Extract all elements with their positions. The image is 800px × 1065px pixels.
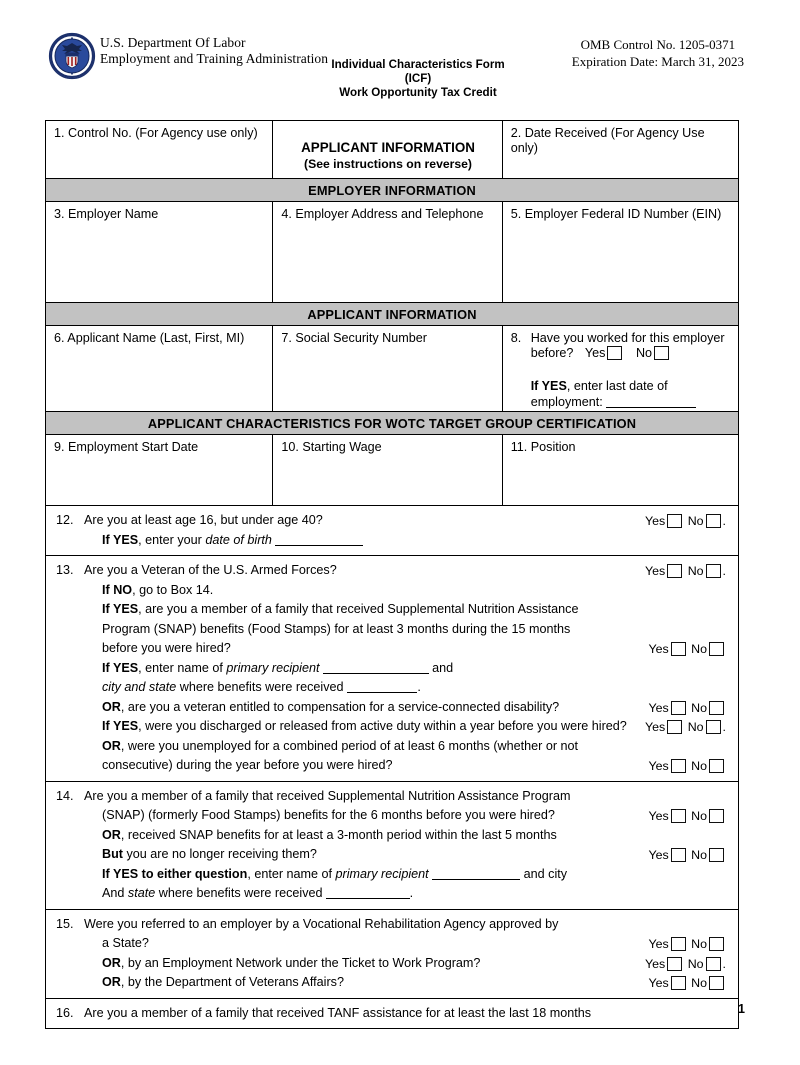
static-text: consecutive) during the year before you were hired?	[102, 758, 393, 772]
trailing-punctuation: .	[722, 720, 726, 734]
static-text: , go to Box 14.	[132, 582, 214, 597]
checkbox-yes[interactable]	[671, 701, 686, 715]
input-blank-line[interactable]	[275, 532, 363, 546]
field-social-security-number[interactable]	[273, 326, 502, 411]
label-yes: Yes	[648, 976, 669, 990]
italic-text: primary recipient	[335, 866, 429, 881]
static-text: and	[428, 660, 454, 675]
form-title-line-1: Individual Characteristics Form (ICF)	[331, 58, 505, 85]
label-no: No	[687, 848, 707, 862]
field-date-received[interactable]	[503, 121, 738, 178]
emphasis-text: If YES	[102, 660, 139, 675]
question-line	[84, 561, 730, 581]
static-text: , were you unemployed for a combined period of at least 6 months (whether or not	[120, 738, 579, 753]
checkbox-yes[interactable]	[671, 642, 686, 656]
question-line	[84, 639, 730, 659]
checkbox-yes[interactable]	[667, 957, 682, 971]
label-no: No	[687, 700, 707, 715]
label-box8-number: 8.	[510, 331, 522, 345]
checkbox-no[interactable]	[709, 642, 724, 656]
static-text: , by an Employment Network under the Ticket to Work Program?	[120, 955, 481, 970]
question-line	[84, 884, 730, 904]
form-title-line-2: Work Opportunity Tax Credit	[339, 86, 497, 99]
static-text: , enter name of	[247, 866, 336, 881]
agency-line-department: U.S. Department Of Labor	[100, 35, 246, 50]
band-applicant-characteristics: APPLICANT CHARACTERISTICS FOR WOTC TARGET GROUP CERTIFICATION	[46, 411, 738, 435]
agency-name-block	[100, 35, 328, 67]
omb-expiration-date: Expiration Date: March 31, 2023	[571, 54, 744, 69]
question-number: 16.	[56, 1005, 74, 1020]
agency-line-administration: Employment and Training Administration	[100, 51, 329, 66]
italic-text: state	[127, 886, 156, 900]
page-number: 1	[738, 1002, 745, 1016]
static-text: .	[417, 680, 421, 694]
trailing-punctuation: .	[722, 564, 726, 578]
label-date-received: 2. Date Received (For Agency Use only)	[510, 126, 705, 155]
input-blank-line[interactable]	[323, 660, 429, 674]
field-employer-name[interactable]	[46, 202, 273, 302]
label-applicant-name: 6. Applicant Name (Last, First, MI)	[54, 331, 245, 345]
label-yes: Yes	[645, 956, 666, 971]
question-number: 12.	[56, 513, 74, 527]
static-text: (SNAP) (formerly Food Stamps) benefits for the 6 months before you were hired?	[102, 808, 555, 822]
emphasis-text: OR	[102, 955, 121, 970]
checkbox-yes[interactable]	[671, 809, 686, 823]
question-line	[84, 531, 730, 551]
checkbox-no[interactable]	[706, 514, 721, 528]
label-yes: Yes	[645, 514, 666, 528]
input-blank-line[interactable]	[432, 866, 520, 880]
question-line	[84, 620, 730, 640]
static-text: Program (SNAP) benefits (Food Stamps) for at least 3 months during the 15 months	[102, 621, 571, 636]
question-number: 14.	[56, 788, 74, 803]
label-yes: Yes	[645, 564, 666, 578]
static-text: you are no longer receiving them?	[122, 847, 317, 861]
field-employer-ein[interactable]	[503, 202, 738, 302]
applicant-information-heading: APPLICANT INFORMATION	[301, 140, 475, 155]
row-applicant-fields	[46, 326, 738, 411]
yes-no-checkbox-group	[648, 974, 726, 994]
static-text: a State?	[102, 936, 149, 950]
static-text: , are you a member of a family that received Supplemental Nutrition Assistance	[138, 602, 579, 616]
checkbox-yes[interactable]	[671, 937, 686, 951]
static-text: , are you a veteran entitled to compensation for a service-connected disability?	[120, 699, 560, 714]
question-body	[56, 1004, 730, 1024]
emphasis-text: If YES	[102, 602, 139, 616]
label-no: No	[687, 937, 707, 951]
checkbox-no[interactable]	[709, 759, 724, 773]
label-box8-no: No	[635, 346, 653, 360]
label-control-number: 1. Control No. (For Agency use only)	[54, 126, 258, 140]
static-text: Are you at least age 16, but under age 40?	[84, 513, 323, 527]
question-line	[84, 600, 730, 620]
field-worked-before[interactable]	[503, 326, 738, 411]
trailing-punctuation: .	[722, 956, 726, 971]
emphasis-text: But	[102, 847, 123, 861]
label-no: No	[684, 514, 704, 528]
static-text: , enter name of	[138, 660, 227, 675]
yes-no-checkbox-group	[648, 699, 726, 719]
italic-text: date of birth	[205, 532, 272, 547]
form-title	[318, 58, 518, 100]
row-characteristics-fields	[46, 435, 738, 506]
field-position[interactable]	[503, 435, 738, 505]
checkbox-yes[interactable]	[671, 976, 686, 990]
question-line	[84, 717, 730, 737]
static-text: And	[102, 886, 128, 900]
label-no: No	[684, 956, 704, 971]
yes-no-checkbox-group	[648, 757, 726, 777]
page-header	[0, 30, 800, 99]
emphasis-text: OR	[102, 975, 121, 989]
label-yes: Yes	[648, 848, 669, 862]
question-line	[84, 845, 730, 865]
question-body	[56, 787, 730, 904]
checkbox-no[interactable]	[709, 701, 724, 715]
yes-no-checkbox-group	[648, 640, 726, 660]
emphasis-text: If NO	[102, 582, 133, 597]
checkbox-yes[interactable]	[671, 759, 686, 773]
question-line	[84, 678, 730, 698]
static-text: , enter your	[138, 532, 206, 547]
checkbox-no[interactable]	[709, 809, 724, 823]
input-blank-line[interactable]	[326, 885, 410, 899]
question-number: 13.	[56, 563, 74, 577]
emphasis-text: If YES	[102, 719, 139, 733]
omb-control-number: OMB Control No. 1205-0371	[580, 37, 736, 52]
label-yes: Yes	[648, 642, 669, 656]
static-text: where benefits were received	[155, 886, 327, 900]
label-employer-name: 3. Employer Name	[54, 207, 159, 221]
band-applicant-information: APPLICANT INFORMATION	[46, 302, 738, 326]
checkbox-yes[interactable]	[667, 564, 682, 578]
dol-seal-icon	[48, 32, 96, 80]
checkbox-no[interactable]	[706, 720, 721, 734]
question-line	[84, 915, 730, 935]
label-no: No	[687, 809, 707, 823]
field-employer-address[interactable]	[273, 202, 502, 302]
band-employer-information: EMPLOYER INFORMATION	[46, 178, 738, 202]
applicant-information-subheading: (See instructions on reverse)	[304, 157, 472, 171]
emphasis-text: OR	[102, 699, 121, 714]
yes-no-checkbox-group	[648, 935, 726, 955]
question-line	[84, 826, 730, 846]
italic-text: primary recipient	[226, 660, 320, 675]
label-position: 11. Position	[510, 440, 576, 454]
label-worked-before-line1: Have you worked for this employer	[530, 331, 725, 345]
emphasis-text: If YES to either question	[102, 866, 248, 881]
italic-text: city and state	[102, 680, 177, 694]
label-yes: Yes	[648, 700, 669, 715]
question-14	[46, 782, 738, 910]
row-employer-fields	[46, 202, 738, 302]
question-body	[56, 561, 730, 776]
label-no: No	[684, 564, 704, 578]
question-line	[84, 659, 730, 679]
question-line	[84, 973, 730, 993]
checkbox-no[interactable]	[706, 957, 721, 971]
question-line	[84, 865, 730, 885]
question-body	[56, 511, 730, 550]
checkbox-yes[interactable]	[671, 848, 686, 862]
question-line	[84, 934, 730, 954]
question-body	[56, 915, 730, 993]
label-box8-ifyes-bold: If YES	[530, 379, 567, 393]
label-box8-ifyes-rest: , enter last date of	[566, 379, 668, 393]
label-no: No	[687, 976, 707, 990]
static-text: , were you discharged or released from active duty within a year before you were hired?	[138, 719, 627, 733]
trailing-punctuation: .	[722, 514, 726, 528]
question-line	[84, 787, 730, 807]
input-last-employment-date[interactable]	[606, 394, 696, 408]
label-yes: Yes	[645, 720, 666, 734]
question-16	[46, 999, 738, 1029]
static-text: where benefits were received	[176, 680, 348, 694]
static-text: Are you a member of a family that received TANF assistance for at least the last 18 months	[84, 1005, 592, 1020]
label-starting-wage: 10. Starting Wage	[281, 440, 382, 454]
static-text: and city	[520, 866, 568, 881]
question-12	[46, 506, 738, 556]
label-yes: Yes	[648, 937, 669, 951]
label-yes: Yes	[648, 759, 669, 773]
label-employer-address: 4. Employer Address and Telephone	[281, 207, 484, 221]
applicant-information-title	[273, 121, 502, 178]
yes-no-checkbox-group	[648, 807, 726, 827]
form-page	[0, 30, 800, 1065]
emphasis-text: If YES	[102, 532, 139, 547]
checkbox-worked-before-yes[interactable]	[607, 346, 622, 360]
yes-no-checkbox-group	[648, 846, 726, 866]
question-line	[84, 806, 730, 826]
field-control-number[interactable]	[46, 121, 273, 178]
question-line	[84, 581, 730, 601]
form-table	[45, 120, 739, 1029]
question-line	[84, 698, 730, 718]
yes-no-checkbox-group	[645, 562, 726, 582]
field-applicant-name[interactable]	[46, 326, 273, 411]
question-line	[84, 1004, 730, 1024]
static-text: before you were hired?	[102, 641, 231, 655]
label-no: No	[687, 642, 707, 656]
checkbox-yes[interactable]	[667, 720, 682, 734]
checkbox-no[interactable]	[709, 848, 724, 862]
static-text: Are you a Veteran of the U.S. Armed Forces?	[84, 563, 337, 577]
field-starting-wage[interactable]	[273, 435, 502, 505]
questions-container	[46, 506, 738, 1028]
question-line	[84, 511, 730, 531]
omb-block	[572, 36, 744, 70]
question-number: 15.	[56, 916, 74, 931]
emphasis-text: OR	[102, 738, 121, 753]
static-text: , received SNAP benefits for at least a 3-month period within the last 5 months	[120, 827, 557, 842]
yes-no-checkbox-group	[645, 955, 726, 975]
checkbox-no[interactable]	[706, 564, 721, 578]
static-text: , by the Department of Veterans Affairs?	[120, 975, 344, 989]
label-box8-yes: Yes	[584, 346, 606, 360]
label-employment-start-date: 9. Employment Start Date	[54, 440, 199, 454]
checkbox-worked-before-no[interactable]	[654, 346, 669, 360]
question-line	[84, 756, 730, 776]
row-control-received	[46, 121, 738, 178]
question-line	[84, 737, 730, 757]
question-13	[46, 556, 738, 782]
label-employer-ein: 5. Employer Federal ID Number (EIN)	[510, 207, 722, 221]
question-15	[46, 910, 738, 999]
yes-no-checkbox-group	[645, 718, 726, 738]
label-no: No	[687, 759, 707, 773]
label-no: No	[684, 720, 704, 734]
label-social-security-number: 7. Social Security Number	[281, 331, 427, 345]
static-text: .	[409, 886, 414, 900]
input-blank-line[interactable]	[347, 679, 417, 693]
emphasis-text: OR	[102, 827, 121, 842]
static-text: Were you referred to an employer by a Vocational Rehabilitation Agency approved by	[84, 916, 559, 931]
checkbox-no[interactable]	[709, 976, 724, 990]
checkbox-no[interactable]	[709, 937, 724, 951]
label-worked-before-line2: before?	[530, 346, 574, 360]
checkbox-yes[interactable]	[667, 514, 682, 528]
yes-no-checkbox-group	[645, 512, 726, 532]
field-employment-start-date[interactable]	[46, 435, 273, 505]
static-text: Are you a member of a family that received Supplemental Nutrition Assistance Program	[84, 788, 571, 803]
label-yes: Yes	[648, 809, 669, 823]
label-box8-employment: employment:	[530, 395, 603, 409]
question-line	[84, 954, 730, 974]
